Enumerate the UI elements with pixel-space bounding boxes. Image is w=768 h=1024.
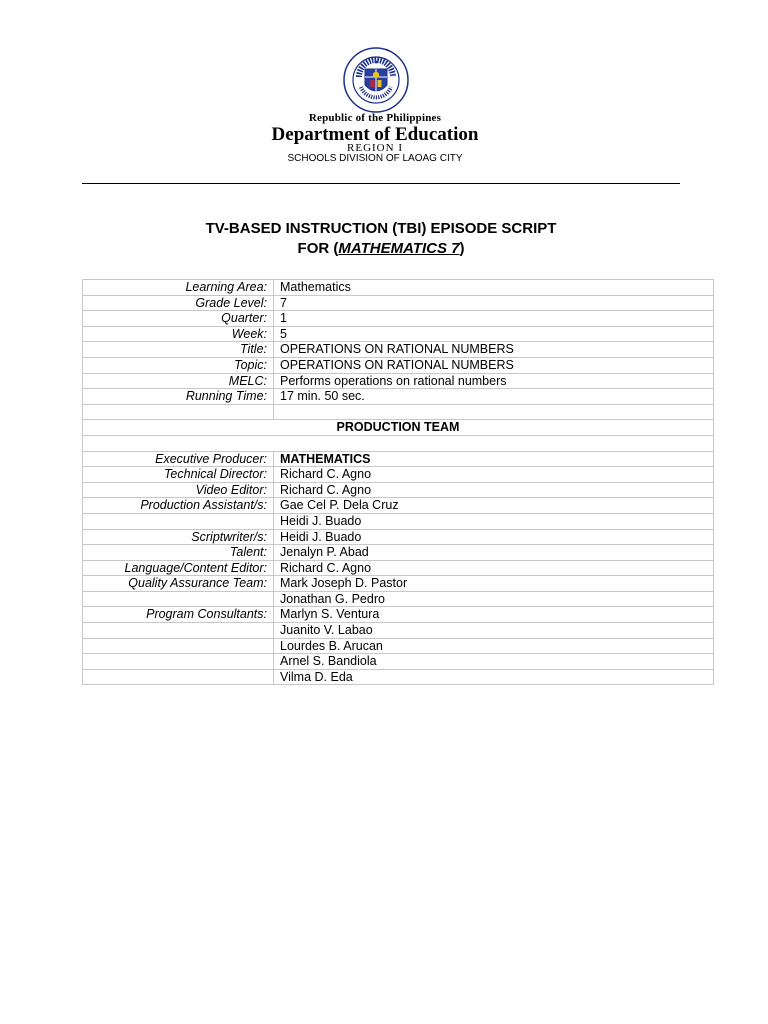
table-row — [83, 357, 714, 373]
row-label: Title: — [83, 342, 274, 358]
subject-name: MATHEMATICS 7 — [338, 240, 460, 257]
production-team-heading: PRODUCTION TEAM — [83, 420, 714, 436]
table-row — [83, 498, 714, 514]
row-value: Mark Joseph D. Pastor — [274, 576, 714, 592]
row-label — [83, 513, 274, 529]
deped-seal-logo — [343, 47, 409, 113]
table-row-empty — [83, 404, 714, 420]
row-label: Talent: — [83, 545, 274, 561]
table-row — [83, 451, 714, 467]
row-value: MATHEMATICS — [274, 451, 714, 467]
row-value: Heidi J. Buado — [274, 513, 714, 529]
row-value: Gae Cel P. Dela Cruz — [274, 498, 714, 514]
row-label: Scriptwriter/s: — [83, 529, 274, 545]
table-row — [83, 607, 714, 623]
table-row — [83, 623, 714, 639]
table-row-empty — [83, 435, 714, 451]
script-title: TV-BASED INSTRUCTION (TBI) EPISODE SCRIPT — [205, 220, 557, 237]
script-subtitle — [0, 240, 762, 257]
row-value: 1 — [274, 311, 714, 327]
row-value: Jonathan G. Pedro — [274, 591, 714, 607]
row-label: Executive Producer: — [83, 451, 274, 467]
table-row — [83, 295, 714, 311]
row-value: Performs operations on rational numbers — [274, 373, 714, 389]
section-row — [83, 420, 714, 436]
division-heading: SCHOOLS DIVISION OF LAOAG CITY — [287, 153, 463, 164]
row-label: Video Editor: — [83, 482, 274, 498]
row-value: Richard C. Agno — [274, 560, 714, 576]
row-label: Production Assistant/s: — [83, 498, 274, 514]
row-value: OPERATIONS ON RATIONAL NUMBERS — [274, 342, 714, 358]
table-row — [83, 545, 714, 561]
row-value: Arnel S. Bandiola — [274, 654, 714, 670]
row-label: Quality Assurance Team: — [83, 576, 274, 592]
row-label: Quarter: — [83, 311, 274, 327]
table-row — [83, 576, 714, 592]
episode-info-table — [82, 279, 714, 685]
table-row — [83, 280, 714, 296]
empty-cell — [83, 435, 714, 451]
empty-cell — [274, 404, 714, 420]
row-value: Mathematics — [274, 280, 714, 296]
row-value: Richard C. Agno — [274, 467, 714, 483]
republic-heading: Republic of the Philippines — [308, 112, 442, 124]
row-label — [83, 654, 274, 670]
row-value: 17 min. 50 sec. — [274, 389, 714, 405]
row-label: Week: — [83, 326, 274, 342]
row-label — [83, 591, 274, 607]
row-label: Grade Level: — [83, 295, 274, 311]
table-row — [83, 638, 714, 654]
row-label: Learning Area: — [83, 280, 274, 296]
row-label: Language/Content Editor: — [83, 560, 274, 576]
table-row — [83, 326, 714, 342]
table-row — [83, 389, 714, 405]
row-value: Heidi J. Buado — [274, 529, 714, 545]
row-value: Marlyn S. Ventura — [274, 607, 714, 623]
subtitle-prefix: FOR ( — [297, 240, 339, 257]
table-row — [83, 654, 714, 670]
row-value: 7 — [274, 295, 714, 311]
empty-cell — [83, 404, 274, 420]
row-label: Technical Director: — [83, 467, 274, 483]
table-row — [83, 560, 714, 576]
row-label — [83, 638, 274, 654]
row-value: Jenalyn P. Abad — [274, 545, 714, 561]
subtitle-suffix: ) — [459, 240, 465, 257]
row-label: Running Time: — [83, 389, 274, 405]
row-value: Lourdes B. Arucan — [274, 638, 714, 654]
row-label: MELC: — [83, 373, 274, 389]
row-value: Juanito V. Labao — [274, 623, 714, 639]
table-row — [83, 482, 714, 498]
row-value: OPERATIONS ON RATIONAL NUMBERS — [274, 357, 714, 373]
row-value: 5 — [274, 326, 714, 342]
table-row — [83, 513, 714, 529]
table-row — [83, 373, 714, 389]
row-value: Richard C. Agno — [274, 482, 714, 498]
table-row — [83, 529, 714, 545]
table-row — [83, 591, 714, 607]
table-row — [83, 342, 714, 358]
department-heading: Department of Education — [271, 124, 479, 145]
row-value: Vilma D. Eda — [274, 669, 714, 685]
row-label — [83, 623, 274, 639]
region-heading: REGION I — [347, 142, 403, 154]
table-row — [83, 467, 714, 483]
row-label — [83, 669, 274, 685]
table-row — [83, 311, 714, 327]
row-label: Program Consultants: — [83, 607, 274, 623]
row-label: Topic: — [83, 357, 274, 373]
table-row — [83, 669, 714, 685]
header-divider — [82, 183, 680, 184]
